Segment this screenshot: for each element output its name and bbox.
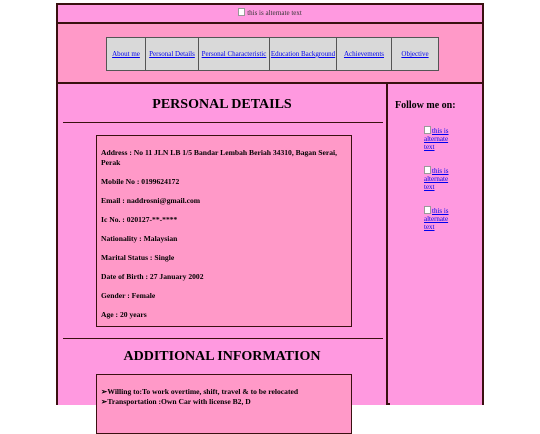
social-image-link-3[interactable]: this is alternate text	[424, 207, 449, 231]
nav-link-personal-characteristic[interactable]: Personal Characteristic	[201, 50, 267, 58]
gender-text: Gender : Female	[101, 291, 156, 300]
nav-item-education[interactable]	[270, 38, 337, 70]
nav-link-about[interactable]: About me	[112, 50, 140, 58]
nav-item-personal-characteristic[interactable]	[199, 38, 270, 70]
social-link-1[interactable]	[424, 126, 454, 151]
main-content	[58, 84, 388, 405]
sidebar	[390, 84, 482, 405]
divider	[63, 338, 383, 339]
social-link-2[interactable]	[424, 166, 454, 191]
mobile-text: Mobile No : 0199624172	[101, 177, 180, 186]
address-text: Address : No 11 JLN LB 1/5 Bandar Lembah Beriah 34310, Bagan Serai, Perak	[101, 148, 337, 167]
nav-item-personal-details[interactable]	[146, 38, 199, 70]
follow-heading: Follow me on:	[395, 100, 456, 111]
nav-link-objective[interactable]: Objective	[401, 50, 429, 58]
age-text: Age : 20 years	[101, 310, 147, 319]
page-frame	[56, 3, 484, 405]
header-banner	[58, 5, 482, 24]
social-link-3[interactable]	[424, 206, 454, 231]
ic-text: Ic No. : 020127-**-****	[101, 215, 178, 224]
social-image-link-1[interactable]: this is alternate text	[424, 127, 449, 151]
nav-menu	[106, 37, 439, 71]
divider	[63, 122, 383, 123]
banner-image: this is alternate text	[238, 5, 302, 22]
social-image-link-2[interactable]: this is alternate text	[424, 167, 449, 191]
willing-text: ➢Willing to:To work overtime, shift, travel & to be relocated	[101, 387, 299, 396]
additional-information-heading: ADDITIONAL INFORMATION	[123, 349, 321, 364]
nav-link-achievements[interactable]: Achievements	[343, 50, 385, 58]
nav-item-achievements[interactable]	[337, 38, 392, 70]
personal-details-card	[96, 135, 352, 327]
nav-item-about[interactable]	[107, 38, 146, 70]
nav-link-education[interactable]: Education Background	[270, 50, 336, 58]
personal-details-heading: PERSONAL DETAILS	[152, 97, 292, 112]
email-text: Email : naddrosni@gmail.com	[101, 196, 201, 205]
transportation-text: ➢Transportation :Own Car with license B2, D	[101, 397, 251, 406]
nav-bar	[58, 24, 482, 84]
nationality-text: Nationality : Malaysian	[101, 234, 178, 243]
date-of-birth-text: Date of Birth : 27 January 2002	[101, 272, 204, 281]
nav-item-objective[interactable]	[392, 38, 438, 70]
additional-information-card	[96, 374, 352, 434]
nav-link-personal-details[interactable]: Personal Details	[149, 50, 195, 58]
marital-status-text: Marital Status : Single	[101, 253, 175, 262]
